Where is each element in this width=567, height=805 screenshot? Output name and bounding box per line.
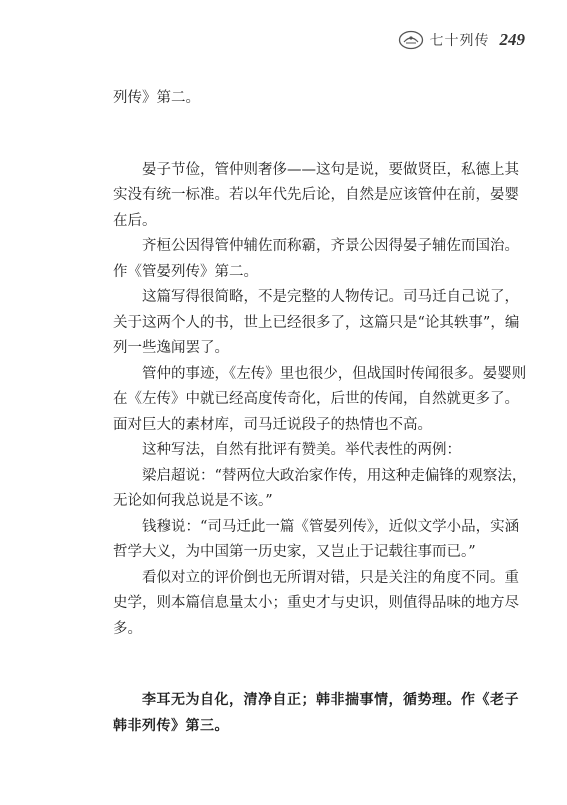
- decorative-book-emblem-icon: [398, 30, 424, 50]
- paragraph: 齐桓公因得管仲辅佐而称霸，齐景公因得晏子辅佐而国治。作《管晏列传》第二。: [113, 238, 519, 280]
- page-body: [113, 86, 533, 739]
- paragraph: 这篇写得很简略，不是完整的人物传记。司马迁自己说了，关于这两个人的书，世上已经很多了，这篇只是“论其轶事”，编列一些逸闻罢了。: [113, 289, 520, 356]
- paragraph: 管仲的事迹，《左传》里也很少，但战国时传闻很多。晏婴则在《左传》中就已经高度传奇化，后世的传闻，自然就更多了。面对巨大的素材库，司马迁说段子的热情也不高。: [113, 365, 527, 433]
- paragraph: 列传》第二。: [113, 90, 200, 106]
- paragraph: 看似对立的评价倒也无所谓对错，只是关注的角度不同。重史学，则本篇信息量太小；重史才与史识，则值得品味的地方尽多。: [113, 569, 519, 637]
- chapter-title: 七十列传: [429, 33, 490, 49]
- running-header: [398, 30, 526, 50]
- page-number: 249: [499, 30, 525, 49]
- paragraph: 梁启超说：“替两位大政治家作传，用这种走偏锋的观察法，无论如何我总说是不该。”: [113, 467, 527, 509]
- paragraph: 钱穆说：“司马迁此一篇《管晏列传》，近似文学小品，实涵哲学大义，为中国第一历史家，又岂止于记载往事而已。”: [113, 518, 520, 560]
- paragraph: 晏子节俭，管仲则奢侈——这句是说，要做贤臣，私德上其实没有统一标准。若以年代先后论，自然是应该管仲在前，晏婴在后。: [113, 161, 519, 229]
- quoted-classical-passage: 李耳无为自化，清净自正；韩非揣事情，循势理。作《老子韩非列传》第三。: [113, 692, 519, 734]
- paragraph: 这种写法，自然有批评有赞美。举代表性的两例：: [142, 442, 461, 458]
